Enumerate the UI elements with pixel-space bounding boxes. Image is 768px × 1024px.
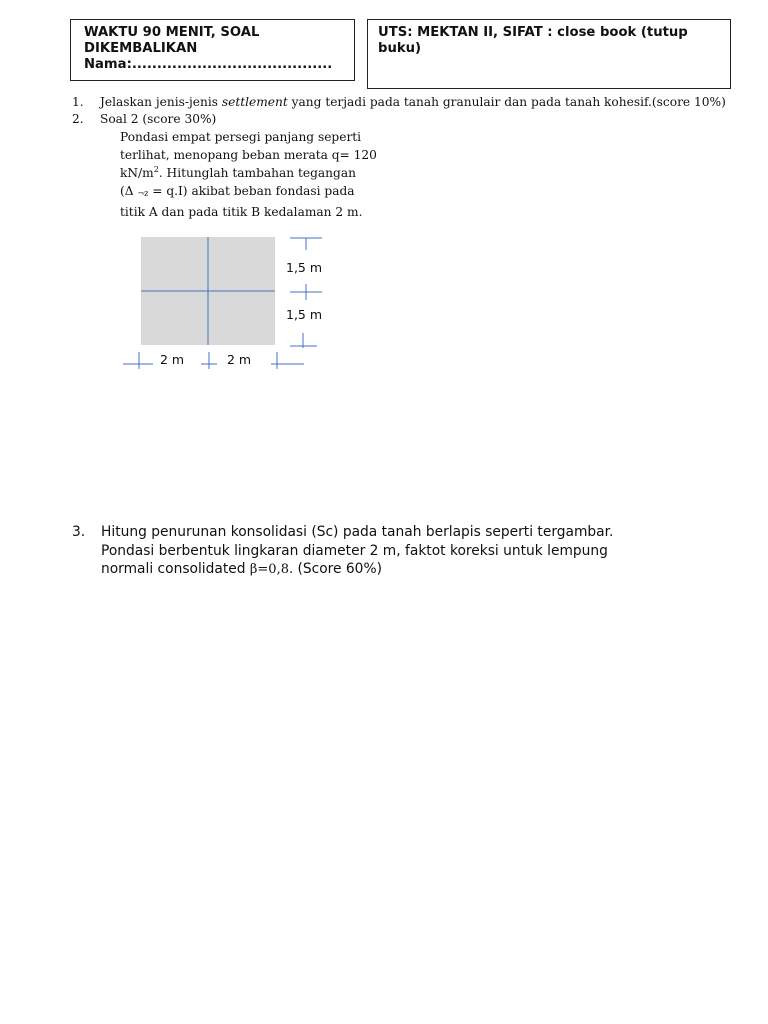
question-2-line5: titik A dan pada titik B kedalaman 2 m. [120, 205, 363, 219]
exam-return-text: DIKEMBALIKAN [84, 41, 198, 56]
question-3-line2: Pondasi berbentuk lingkaran diameter 2 m, faktot koreksi untuk lempung [101, 542, 608, 559]
question-3-line3 [101, 560, 613, 580]
dim-label-right: 2 m [227, 352, 252, 367]
question-3-line3-start: normali consolidated [101, 561, 250, 577]
question-3-line1: Hitung penurunan konsolidasi (Sc) pada tanah berlapis seperti tergambar. [101, 524, 614, 540]
beta-value: β=0,8. [249, 562, 294, 577]
dim-label-left: 2 m [160, 352, 185, 367]
question-2-title: Soal 2 (score 30%) [100, 112, 217, 126]
delta-open: (Δ [120, 184, 138, 198]
horizontal-dimension [123, 352, 304, 369]
question-3-number: 3. [72, 524, 86, 540]
exam-duration-text: WAKTU 90 MENIT, SOAL [84, 25, 260, 40]
question-3 [72, 523, 613, 580]
dim-label-top: 1,5 m [286, 260, 323, 275]
name-blank: ........................................ [131, 57, 333, 72]
dim-label-bottom: 1,5 m [286, 307, 323, 322]
question-1-italic: settlement [221, 95, 288, 109]
name-label: Nama: [84, 57, 132, 72]
question-2-number: 2. [72, 112, 84, 126]
unit-text: kN/m [120, 166, 154, 180]
unit-exponent: 2 [153, 164, 159, 174]
delta-subscript: ¬z [137, 189, 149, 198]
question-1-text-end: yang terjadi pada tanah granulair dan pada tanah kohesif.(score 10%) [287, 95, 726, 109]
exam-title-line1: UTS: MEKTAN II, SIFAT : close book (tutup [378, 25, 688, 40]
exam-title-line2: buku) [378, 41, 422, 56]
question-1-number: 1. [72, 95, 84, 109]
question-2-line1: Pondasi empat persegi panjang seperti [120, 130, 362, 144]
vertical-dimension [286, 238, 322, 348]
question-2-line4-rest: = q.I) akibat beban fondasi pada [148, 184, 355, 198]
question-2-line3-rest: . Hitunglah tambahan tegangan [158, 166, 356, 180]
question-1-text-start: Jelaskan jenis-jenis [100, 95, 222, 109]
question-3-score: (Score 60%) [293, 561, 382, 577]
question-2-line2: terlihat, menopang beban merata q= 120 [120, 148, 377, 162]
